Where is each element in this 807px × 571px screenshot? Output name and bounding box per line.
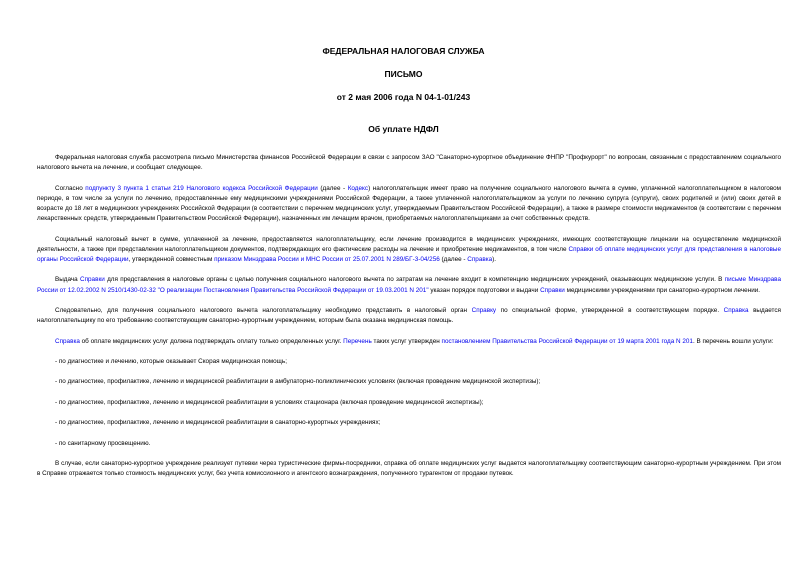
paragraph-text: ).: [492, 256, 497, 263]
paragraph-text: для представления в налоговые органы с целью получения социального налогового вычета по затратам на лечение входит в компетенцию медицинских учреждений, оказывающих медицинские услуги. В: [104, 276, 725, 284]
document-type: ПИСЬМО: [384, 69, 423, 79]
paragraph-text: указан порядок подготовки и выдачи: [428, 286, 541, 294]
paragraph-intro: Федеральная налоговая служба рассмотрела письмо Министерства финансов Российской Федерации в связи с запросом ЗАО "Санаторно-курортное объединение ФНПР "Профкурорт" по вопросам, связанным с предоставлением социального налогового вычета на лечение, и сообщает следующее.: [37, 154, 781, 172]
certificate-link[interactable]: Справки: [540, 286, 565, 294]
ministry-letter-link[interactable]: письме Минздрава России от 12.02.2002 N 2510/1430-02-32 "О реализации Постановления Правительства Российской Федерации от 19.03.2001 N 201": [37, 276, 782, 294]
document-body: [37, 153, 781, 490]
document-date-number: от 2 мая 2006 года N 04-1-01/243: [336, 92, 471, 102]
paragraph-text: , утвержденной совместным: [128, 256, 215, 263]
paragraph-text: таких услуг утвержден: [371, 337, 442, 345]
paragraph-text: (далее -: [317, 184, 348, 192]
agency-title: ФЕДЕРАЛЬНАЯ НАЛОГОВАЯ СЛУЖБА: [322, 46, 485, 56]
paragraph-text: . В перечень вошли услуги:: [692, 337, 774, 345]
paragraph-text: Согласно: [55, 184, 86, 192]
paragraph-text: выдается налогоплательщику по его требованию соответствующим санаторно-курортным учреждением, которым была оказана медицинская помощь.: [37, 306, 781, 325]
paragraph-text: об оплате медицинских услуг должна подтверждать оплату только определенных услуг.: [79, 337, 344, 345]
service-item: - по диагностике, профилактике, лечению и медицинской реабилитации в амбулаторно-поликлинических условиях (включая проведение медицинской экспертизы);: [55, 378, 541, 386]
services-list-link[interactable]: Перечень: [343, 337, 372, 345]
paragraph-deduction: [37, 235, 781, 266]
certificate-form-link[interactable]: Справки об оплате медицинских услуг для представления в налоговые органы Российской Федерации: [37, 245, 781, 263]
government-decree-link[interactable]: постановлением Правительства Российской Федерации от 19 марта 2001 года N 201: [441, 337, 693, 345]
certificate-link[interactable]: Справки: [80, 276, 105, 284]
document-subject: Об уплате НДФЛ: [368, 124, 439, 134]
order-link[interactable]: приказом Минздрава России и МНС России от 25.07.2001 N 289/БГ-3-04/256: [214, 256, 440, 263]
paragraph-text: по специальной форме, утвержденной в соответствующем порядке.: [496, 306, 724, 314]
paragraph-text: Следовательно, для получения социального налогового вычета налогоплательщику необходимо представить в налоговый орган: [55, 306, 472, 314]
paragraph-text: Социальный налоговый вычет в сумме, уплаченной за лечение, предоставляется налогоплательщику, если лечение производится в медицинских учреждениях, имеющих соответствующие лицензии на осуществление медицинской деятельности, а также при представлении налогоплательщиком документов, подтверждающих его фактические расходы на лечение и приобретение медикаментов, в том числе: [37, 235, 781, 253]
paragraph-tax-code: [37, 184, 781, 225]
service-item: - по диагностике и лечению, которые оказывает Скорая медицинская помощь;: [55, 357, 287, 365]
paragraph-services-intro: [37, 337, 781, 347]
paragraph-issuance: [37, 275, 781, 295]
certificate-link[interactable]: Справка: [55, 337, 80, 345]
service-item: - по диагностике, профилактике, лечению и медицинской реабилитации в условиях стационара (включая проведение медицинской экспертизы);: [55, 398, 484, 406]
service-item: - по диагностике, профилактике, лечению и медицинской реабилитации в санаторно-курортных учреждениях;: [55, 419, 381, 427]
certificate-link[interactable]: Справка: [723, 306, 749, 314]
certificate-link[interactable]: Справку: [471, 306, 497, 314]
certificate-link[interactable]: Справка: [467, 256, 493, 263]
service-item: - по санитарному просвещению.: [55, 439, 151, 447]
paragraph-text: (далее -: [439, 256, 468, 263]
tax-code-article-link[interactable]: подпункту 3 пункта 1 статьи 219 Налогового кодекса Российской Федерации: [85, 184, 318, 192]
code-link[interactable]: Кодекс: [347, 184, 369, 192]
paragraph-text: ) налогоплательщик имеет право на получение социального налогового вычета в сумме, уплаченной налогоплательщиком в налоговом периоде, в том числе за услуги по лечению, предоставленные ему медицинскими учреждениями Российской Федерации, а также уплаченной налогоплательщиком за услуги по лечению супруга (супруги), своих родителей и (или) своих детей в возрасте до 18 лет в медицинских учреждениях Российской Федерации (в соответствии с перечнем медицинских услуг, утверждаемым Правительством Российской Федерации), а также в размере стоимости медикаментов (в соответствии с перечнем лекарственных средств, утверждаемым Правительством Российской Федерации), назначенных им лечащим врачом, приобретаемых налогоплательщиками за счет собственных средств.: [37, 184, 782, 223]
paragraph-consequently: [37, 306, 781, 326]
paragraph-intermediaries: В случае, если санаторно-курортное учреждение реализует путевки через туристические фирмы-посредники, справка об оплате медицинских услуг выдается налогоплательщику соответствующим санаторно-курортным учреждением. При этом в Справке отражается только стоимость медицинских услуг, без учета комиссионного и агентского вознаграждения, полученного турагентом от продажи путевок.: [37, 459, 781, 478]
paragraph-text: медицинскими учреждениями при санаторно-курортном лечении.: [564, 286, 761, 294]
paragraph-text: Выдача: [55, 276, 81, 284]
